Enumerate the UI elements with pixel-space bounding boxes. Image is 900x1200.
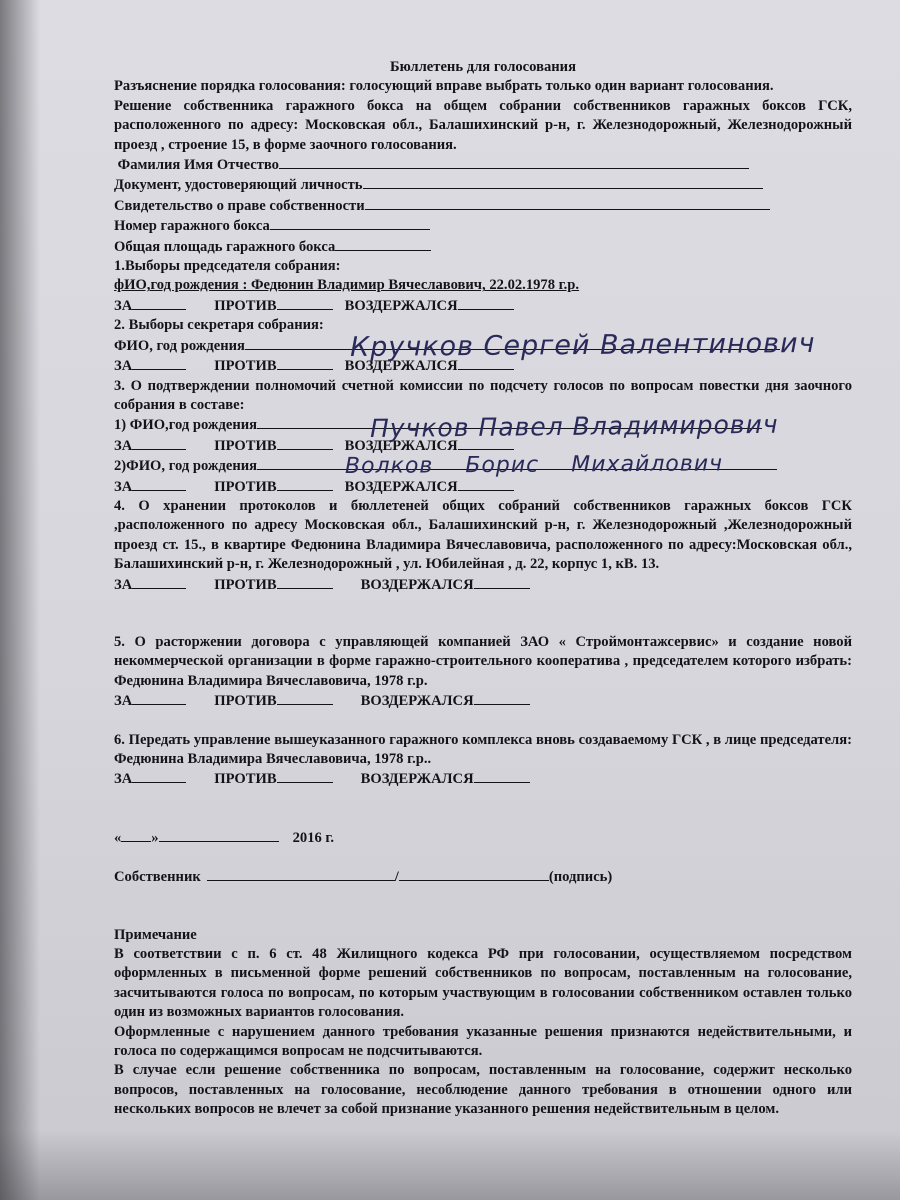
owner-signature-line[interactable] [399, 867, 549, 881]
q2-za-box[interactable] [132, 356, 186, 370]
q3-fio2-label: 2)ФИО, год рождения [114, 458, 258, 475]
q2-vozderzhalsya-label: ВОЗДЕРЖАЛСЯ [344, 358, 458, 375]
q3b-za-box[interactable] [132, 477, 186, 491]
note-heading: Примечание [114, 926, 197, 943]
q4-za-box[interactable] [132, 575, 186, 589]
field-area-label: Общая площадь гаражного бокса [114, 238, 336, 255]
field-fio-label: Фамилия Имя Отчество [117, 157, 279, 174]
q5-vozderzhalsya-label: ВОЗДЕРЖАЛСЯ [360, 693, 474, 710]
q1-candidate-text: фИО,год рождения : Федюнин Владимир Вячеславович, 22.02.1978 г.р. [114, 277, 580, 294]
q2-za-label: ЗА [114, 358, 133, 375]
field-fio-line [279, 155, 749, 169]
date-day-line[interactable] [121, 828, 151, 842]
q1-protiv-box[interactable] [277, 296, 333, 310]
intro-text: Разъяснение порядка голосования: голосующий вправе выбрать только один вариант голосования. [114, 78, 774, 95]
field-certificate [114, 196, 852, 216]
q2-protiv-label: ПРОТИВ [214, 358, 277, 375]
q1-protiv-label: ПРОТИВ [214, 297, 277, 314]
q1-za-box[interactable] [132, 296, 186, 310]
q4-text: 4. О хранении протоколов и бюллетеней общих собраний собственников гаражных боксов ГСК ,расположенного по адресу Московская обл., Балашихинский р-н, г. Железнодорожный ,Железнодорожный проезд ст. 15., в квартире Федюнина Владимира Вячеславовича, расположенного по адресу:Московская обл., Балашихинский р-н, г. Железнодорожный , ул. Юбилейная , д. 22, корпус 1, кВ. 13. [114, 497, 852, 573]
q3b-vozderzhalsya-box[interactable] [458, 477, 514, 491]
date-year: 2016 г. [292, 829, 335, 846]
note-paragraph-3: В случае если решение собственника по вопросам, поставленным на голосование, содержит несколько вопросов, поставленных на голосование, несоблюдение данного требования в отношении одного или нескольких вопросов не влечет за собой признание указанного решения недействительным в целом. [114, 1062, 852, 1118]
q3a-protiv-box[interactable] [277, 436, 333, 450]
field-box-number-line [270, 216, 430, 230]
field-document [114, 175, 852, 195]
field-fio [114, 155, 852, 175]
q3-vote-row-2 [114, 477, 852, 497]
q6-text: 6. Передать управление вышеуказанного гаражного комплекса вновь создаваемому ГСК , в лице председателя: Федюнина Владимира Вячеславовича, 1978 г.р.. [114, 731, 852, 767]
q3a-vozderzhalsya-label: ВОЗДЕРЖАЛСЯ [344, 437, 458, 454]
q6-vozderzhalsya-label: ВОЗДЕРЖАЛСЯ [360, 771, 474, 788]
q5-protiv-label: ПРОТИВ [214, 693, 277, 710]
date-month-line[interactable] [159, 828, 279, 842]
q3b-protiv-box[interactable] [277, 477, 333, 491]
q1-za-label: ЗА [114, 297, 133, 314]
field-certificate-line [365, 196, 770, 210]
field-area-line [335, 237, 431, 251]
shadow-left [0, 0, 40, 1200]
q2-heading: 2. Выборы секретаря собрания: [114, 317, 324, 334]
q1-candidate [114, 276, 852, 295]
q4-protiv-box[interactable] [277, 575, 333, 589]
q3b-vozderzhalsya-label: ВОЗДЕРЖАЛСЯ [344, 478, 458, 495]
q3b-za-label: ЗА [114, 478, 133, 495]
owner-signature-label: (подпись) [548, 869, 613, 886]
q5-za-box[interactable] [132, 691, 186, 705]
q6-vozderzhalsya-box[interactable] [474, 769, 530, 783]
q2-protiv-box[interactable] [277, 356, 333, 370]
date-close-quote: » [151, 829, 159, 846]
q2-fio-label: ФИО, год рождения [114, 337, 245, 354]
ballot-title: Бюллетень для голосования [390, 59, 576, 75]
q5-text: 5. О расторжении договора с управляющей компанией ЗАО « Строймонтажсервис» и создание новой некоммерческой организации в форме гаражно-строительного кооператива , председателем которого избрать: Федюнина Владимира Вячеславовича, 1978 г.р. [114, 633, 852, 689]
q5-za-label: ЗА [114, 693, 133, 710]
q5-protiv-box[interactable] [277, 691, 333, 705]
q1-vozderzhalsya-box[interactable] [458, 296, 514, 310]
q3-handwritten-name-1: Пучков Павел Владимирович [369, 409, 779, 443]
q4-za-label: ЗА [114, 576, 133, 593]
q3a-za-label: ЗА [114, 437, 133, 454]
q6-za-label: ЗА [114, 771, 133, 788]
date-open-quote: « [114, 829, 122, 846]
q6-protiv-label: ПРОТИВ [214, 771, 277, 788]
q3-heading: 3. О подтверждении полномочий счетной комиссии по подсчету голосов по вопросам повестки дня заочного собрания в составе: [114, 377, 852, 413]
owner-label: Собственник [114, 869, 201, 886]
q6-vote-row [114, 769, 852, 789]
field-document-label: Документ, удостоверяющий личность [114, 177, 363, 194]
q3b-protiv-label: ПРОТИВ [214, 478, 277, 495]
ballot-document [114, 58, 852, 1120]
shadow-bottom [0, 1130, 900, 1200]
owner-line [114, 867, 852, 887]
q1-vote-row [114, 296, 852, 316]
q4-vozderzhalsya-box[interactable] [474, 575, 530, 589]
field-box-number [114, 216, 852, 236]
note-paragraph-1: В соответствии с п. 6 ст. 48 Жилищного кодекса РФ при голосовании, осуществляемом посредством оформленных в письменной форме решений собственников по вопросам, поставленным на голосование, засчитываются голоса по вопросам, по которым участвующим в голосовании собственником оставлен только один из возможных вариантов голосования. [114, 946, 852, 1021]
q4-protiv-label: ПРОТИВ [214, 576, 277, 593]
q1-heading: 1.Выборы председателя собрания: [114, 258, 341, 275]
date-line [114, 828, 852, 848]
q5-vozderzhalsya-box[interactable] [474, 691, 530, 705]
q3-fio1-label: 1) ФИО,год рождения [114, 417, 258, 434]
decision-text: Решение собственника гаражного бокса на общем собрании собственников гаражных боксов ГСК, расположенного по адресу: Московская обл., Балашихинский р-н, г. Железнодорожный, Железнодорожный проезд , строение 15, в форме заочного голосования. [114, 97, 852, 153]
q4-vote-row [114, 575, 852, 595]
owner-slash: / [394, 869, 399, 886]
q2-handwritten-name: Кручков Сергей Валентинович [349, 327, 816, 363]
owner-name-line[interactable] [207, 867, 395, 881]
q4-vozderzhalsya-label: ВОЗДЕРЖАЛСЯ [360, 576, 474, 593]
q6-protiv-box[interactable] [277, 769, 333, 783]
q1-vozderzhalsya-label: ВОЗДЕРЖАЛСЯ [344, 297, 458, 314]
q3a-protiv-label: ПРОТИВ [214, 437, 277, 454]
field-document-line [363, 175, 763, 189]
q3-handwritten-name-2: Волков Борис Михайлович [344, 451, 724, 479]
note-paragraph-2: Оформленные с нарушением данного требования указанные решения признаются недействительными, и голоса по содержащимся вопросам не подсчитываются. [114, 1023, 852, 1060]
field-certificate-label: Свидетельство о праве собственности [114, 197, 365, 214]
field-box-number-label: Номер гаражного бокса [114, 218, 270, 235]
field-area [114, 237, 852, 257]
q3a-za-box[interactable] [132, 436, 186, 450]
q6-za-box[interactable] [132, 769, 186, 783]
q5-vote-row [114, 691, 852, 711]
